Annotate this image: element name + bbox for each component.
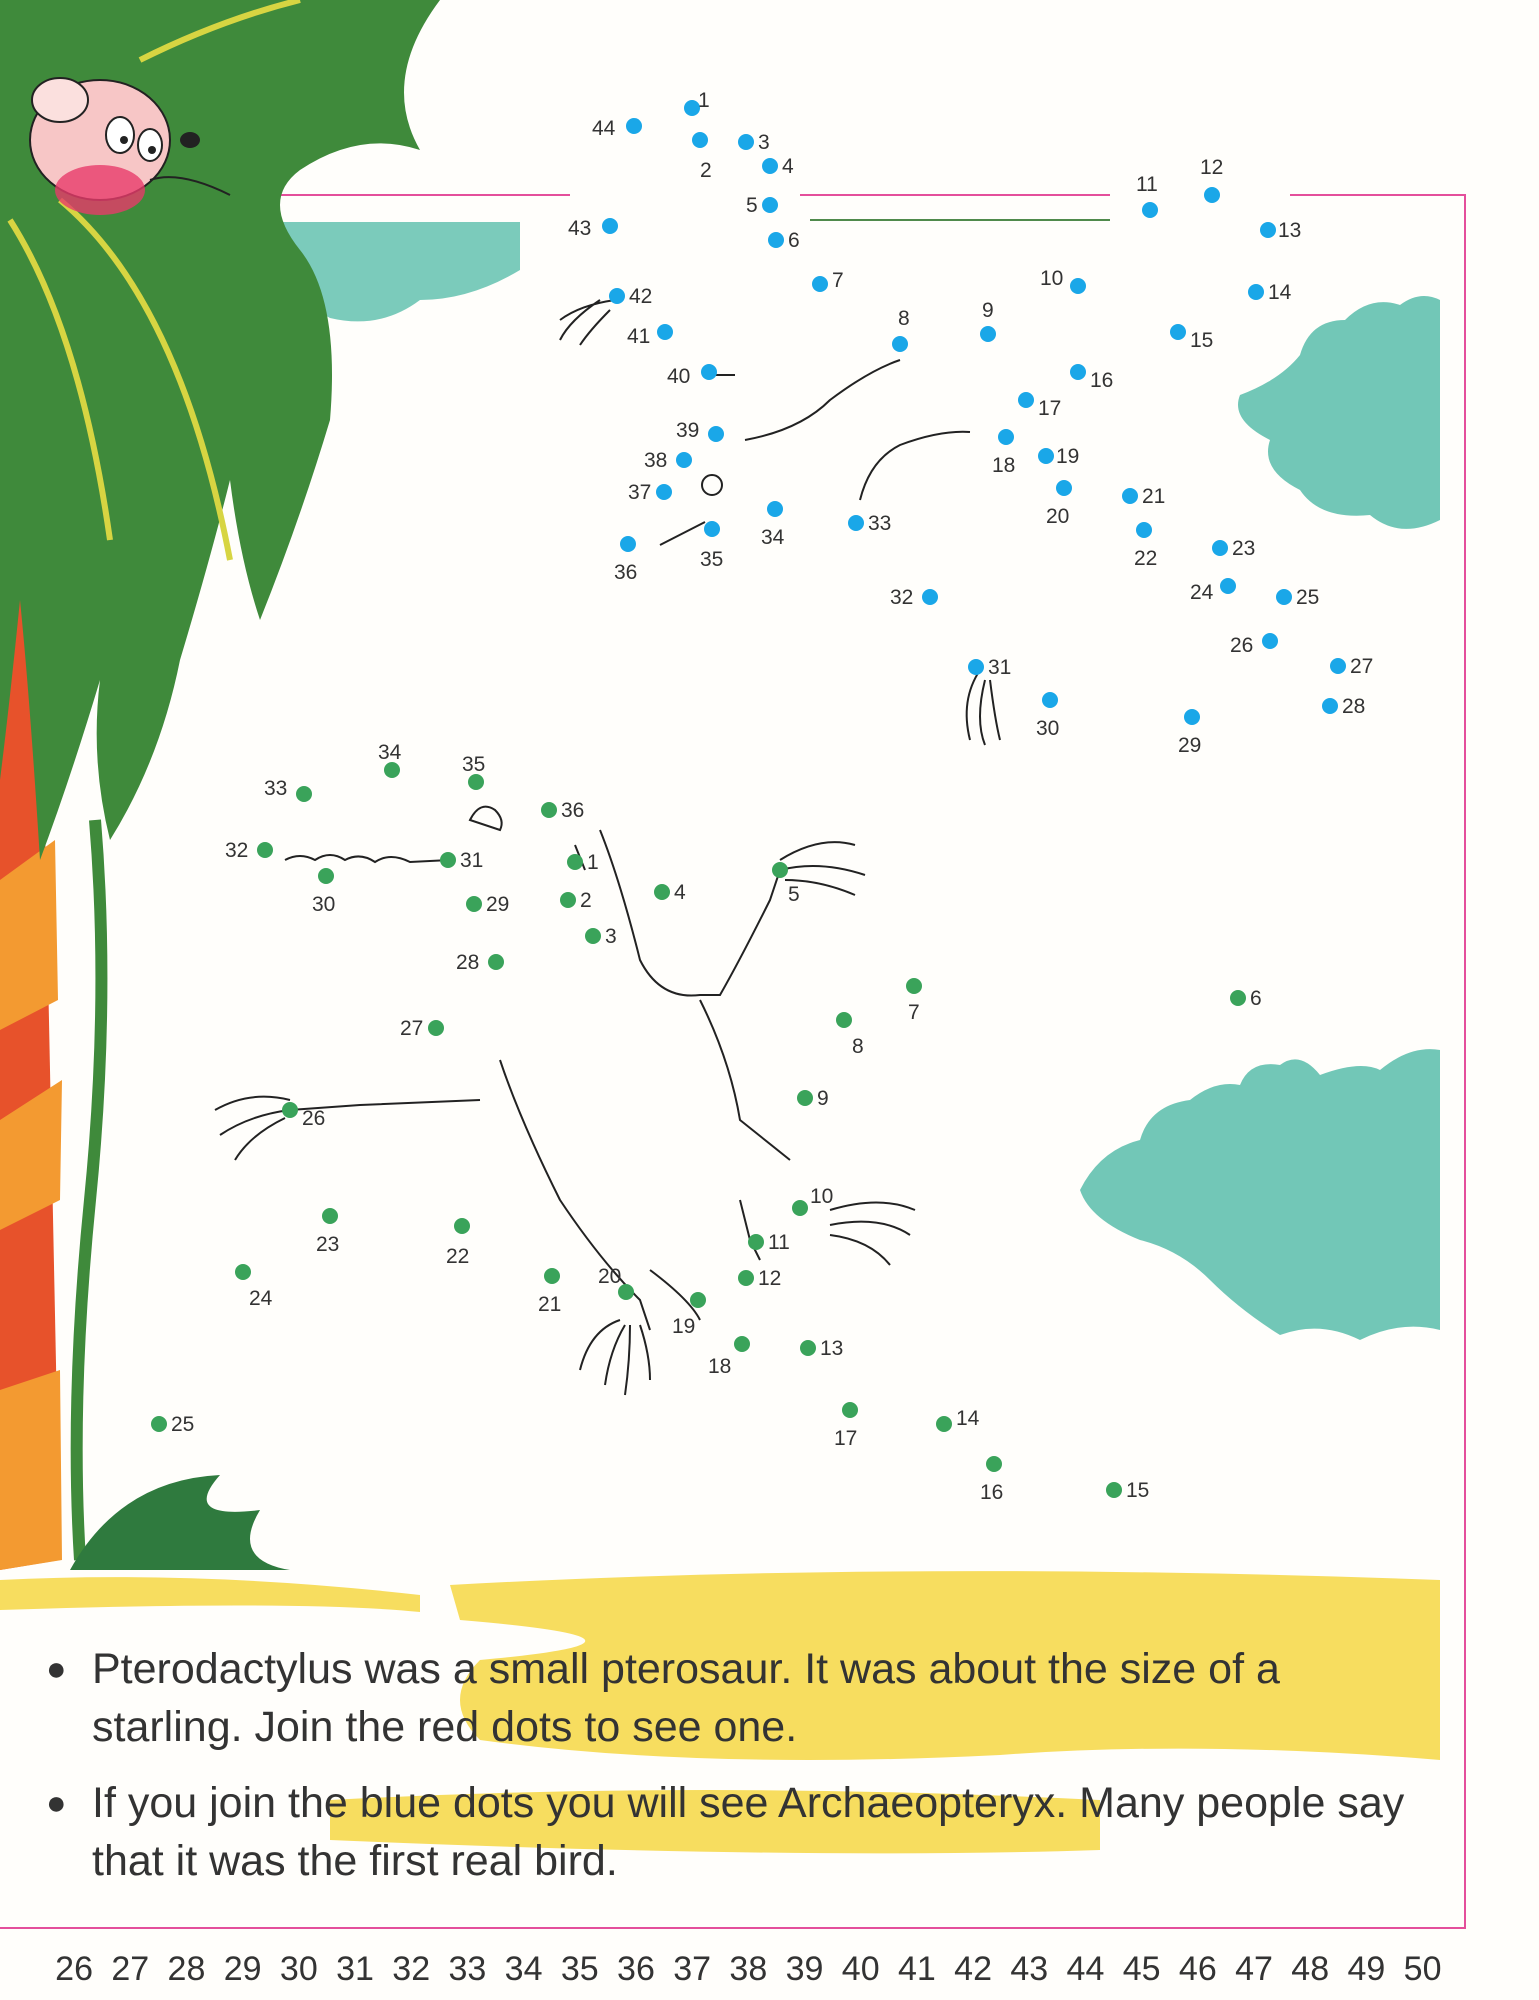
number-line-value: 30	[279, 1950, 318, 1988]
number-line-value: 46	[1178, 1950, 1217, 1988]
blue-dot-label-36: 36	[614, 561, 638, 584]
blue-dot-label-26: 26	[1230, 634, 1254, 657]
blue-dot-33	[848, 515, 864, 531]
number-line-value: 41	[897, 1950, 936, 1988]
green-dot-1	[567, 854, 583, 870]
blue-dot-label-13: 13	[1278, 219, 1302, 242]
number-line-value: 43	[1010, 1950, 1049, 1988]
green-dot-label-7: 7	[908, 1001, 920, 1024]
blue-dot-25	[1276, 589, 1292, 605]
green-dot-label-10: 10	[810, 1185, 834, 1208]
blue-dot-label-41: 41	[627, 325, 651, 348]
green-dot-28	[488, 954, 504, 970]
pterodactylus-foot	[580, 1320, 650, 1395]
blue-dot-16	[1070, 364, 1086, 380]
number-line-value: 47	[1235, 1950, 1273, 1988]
blue-dot-41	[657, 324, 673, 340]
green-dot-10	[792, 1200, 808, 1216]
green-dot-12	[738, 1270, 754, 1286]
green-dot-3	[585, 928, 601, 944]
green-dot-label-3: 3	[605, 925, 617, 948]
number-line-value: 44	[1066, 1950, 1105, 1988]
green-dot-label-31: 31	[460, 849, 484, 872]
palm-stem	[77, 820, 102, 1560]
number-line-value: 32	[392, 1950, 431, 1988]
blue-dot-label-42: 42	[629, 285, 653, 308]
green-dot-label-33: 33	[264, 777, 288, 800]
number-line-value: 38	[729, 1950, 768, 1988]
blue-dot-30	[1042, 692, 1058, 708]
blue-dot-label-5: 5	[746, 194, 758, 217]
bullet-icon: ●	[46, 1784, 67, 1822]
green-dot-label-34: 34	[378, 741, 402, 764]
blue-dot-22	[1136, 522, 1152, 538]
blue-dot-38	[676, 452, 692, 468]
blue-dot-label-3: 3	[758, 131, 770, 154]
blue-dot-label-32: 32	[890, 586, 914, 609]
green-dot-label-13: 13	[820, 1337, 844, 1360]
archaeopteryx-outline	[660, 360, 970, 545]
blue-dot-label-29: 29	[1178, 734, 1202, 757]
number-line-value: 33	[448, 1950, 487, 1988]
green-dot-27	[428, 1020, 444, 1036]
green-dot-label-27: 27	[400, 1017, 424, 1040]
green-dot-24	[235, 1264, 251, 1280]
green-dot-label-24: 24	[249, 1287, 273, 1310]
green-dot-25	[151, 1416, 167, 1432]
green-dot-5	[772, 862, 788, 878]
green-dot-label-35: 35	[462, 753, 486, 776]
blue-dot-23	[1212, 540, 1228, 556]
green-dot-9	[797, 1090, 813, 1106]
blue-dot-label-43: 43	[568, 217, 592, 240]
blue-dot-8	[892, 336, 908, 352]
cloud-right-top	[1238, 296, 1440, 529]
green-dot-16	[986, 1456, 1002, 1472]
blue-dot-label-4: 4	[782, 155, 794, 178]
green-dot-label-28: 28	[456, 951, 480, 974]
blue-dot-label-1: 1	[698, 89, 710, 112]
blue-dot-3	[738, 134, 754, 150]
green-dot-label-36: 36	[561, 799, 585, 822]
green-dot-label-32: 32	[225, 839, 249, 862]
green-dot-label-8: 8	[852, 1035, 864, 1058]
blue-dot-label-17: 17	[1038, 397, 1062, 420]
blue-dot-17	[1018, 392, 1034, 408]
blue-dot-40	[701, 364, 717, 380]
number-line-value: 49	[1347, 1950, 1386, 1988]
number-line-value: 50	[1403, 1950, 1442, 1988]
green-dot-34	[384, 762, 400, 778]
bullet-icon: ●	[46, 1650, 67, 1688]
green-dot-22	[454, 1218, 470, 1234]
blue-dot-label-39: 39	[676, 419, 700, 442]
green-dot-label-1: 1	[587, 851, 599, 874]
number-line-value: 29	[223, 1950, 262, 1988]
number-line-value: 26	[55, 1950, 93, 1988]
green-dot-14	[936, 1416, 952, 1432]
green-dot-label-2: 2	[580, 889, 592, 912]
green-dots-group	[151, 741, 1262, 1504]
blue-dot-label-23: 23	[1232, 537, 1256, 560]
pterodactylus-jaw	[285, 855, 450, 862]
blue-dot-5	[762, 197, 778, 213]
green-dot-label-26: 26	[302, 1107, 326, 1130]
number-line-value: 31	[336, 1950, 374, 1988]
blue-dot-label-31: 31	[988, 656, 1012, 679]
bush	[70, 1475, 290, 1570]
blue-dot-label-2: 2	[700, 159, 712, 182]
blue-dot-label-16: 16	[1090, 369, 1114, 392]
green-dot-15	[1106, 1482, 1122, 1498]
pterodactylus-head	[470, 807, 502, 830]
cloud-right-bottom	[1080, 1049, 1440, 1340]
blue-dot-29	[1184, 709, 1200, 725]
number-line-value: 28	[167, 1950, 206, 1988]
number-line-value: 39	[785, 1950, 824, 1988]
blue-dot-43	[602, 218, 618, 234]
instructions	[40, 1640, 1420, 1908]
blue-dot-label-18: 18	[992, 454, 1016, 477]
green-dot-7	[906, 978, 922, 994]
blue-dot-4	[762, 158, 778, 174]
blue-dot-label-8: 8	[898, 307, 910, 330]
green-dot-35	[468, 774, 484, 790]
blue-dot-26	[1262, 633, 1278, 649]
green-dot-label-4: 4	[674, 881, 686, 904]
blue-dot-19	[1038, 448, 1054, 464]
green-dot-11	[748, 1234, 764, 1250]
green-dot-19	[690, 1292, 706, 1308]
blue-dot-24	[1220, 578, 1236, 594]
blue-dot-20	[1056, 480, 1072, 496]
blue-dot-label-21: 21	[1142, 485, 1166, 508]
green-dot-label-11: 11	[768, 1231, 790, 1254]
green-dot-label-25: 25	[171, 1413, 195, 1436]
blue-dot-18	[998, 429, 1014, 445]
green-dot-13	[800, 1340, 816, 1356]
green-dot-label-16: 16	[980, 1481, 1004, 1504]
blue-dot-42	[609, 288, 625, 304]
blue-dot-label-12: 12	[1200, 156, 1224, 179]
blue-dot-27	[1330, 658, 1346, 674]
blue-dot-28	[1322, 698, 1338, 714]
number-line-value: 42	[954, 1950, 992, 1988]
number-line-value: 34	[504, 1950, 543, 1988]
blue-dot-label-35: 35	[700, 548, 724, 571]
green-dot-17	[842, 1402, 858, 1418]
blue-dot-label-44: 44	[592, 117, 616, 140]
green-dot-33	[296, 786, 312, 802]
blue-dot-35	[704, 521, 720, 537]
blue-dot-44	[626, 118, 642, 134]
number-line-value: 40	[841, 1950, 880, 1988]
green-dot-label-23: 23	[316, 1233, 340, 1256]
blue-dot-label-20: 20	[1046, 505, 1070, 528]
note-pterodactylus	[40, 1640, 1420, 1756]
note-text: Pterodactylus was a small pterosaur. It was about the size of a starling. Join the red dots to see one.	[92, 1645, 1280, 1751]
green-dot-26	[282, 1102, 298, 1118]
note-archaeopteryx	[40, 1774, 1420, 1890]
green-dot-32	[257, 842, 273, 858]
blue-dot-34	[767, 501, 783, 517]
green-dot-label-22: 22	[446, 1245, 470, 1268]
blue-dot-label-40: 40	[667, 365, 691, 388]
archaeopteryx-foot	[967, 670, 1000, 745]
blue-dot-31	[968, 659, 984, 675]
blue-dot-label-11: 11	[1136, 173, 1158, 196]
green-dot-label-21: 21	[538, 1293, 562, 1316]
blue-dot-label-30: 30	[1036, 717, 1060, 740]
green-dot-label-15: 15	[1126, 1479, 1150, 1502]
number-line	[46, 1950, 1451, 1989]
blue-dot-7	[812, 276, 828, 292]
pterodactylus-outline	[290, 830, 790, 1330]
green-dot-2	[560, 892, 576, 908]
number-line-value: 45	[1122, 1950, 1161, 1988]
green-dot-label-18: 18	[708, 1355, 732, 1378]
number-line-value: 27	[111, 1950, 150, 1988]
green-dot-30	[318, 868, 334, 884]
blue-dot-36	[620, 536, 636, 552]
blue-dot-15	[1170, 324, 1186, 340]
blue-dot-11	[1142, 202, 1158, 218]
green-dot-label-19: 19	[672, 1315, 696, 1338]
green-dot-label-29: 29	[486, 893, 510, 916]
blue-dot-6	[768, 232, 784, 248]
blue-dot-label-25: 25	[1296, 586, 1320, 609]
blue-dot-12	[1204, 187, 1220, 203]
green-dot-6	[1230, 990, 1246, 1006]
blue-dot-label-38: 38	[644, 449, 668, 472]
green-dot-label-20: 20	[598, 1265, 622, 1288]
green-dot-label-12: 12	[758, 1267, 782, 1290]
blue-dot-21	[1122, 488, 1138, 504]
blue-dot-label-33: 33	[868, 512, 892, 535]
blue-dot-32	[922, 589, 938, 605]
blue-dot-label-28: 28	[1342, 695, 1366, 718]
blue-dot-9	[980, 326, 996, 342]
green-dot-21	[544, 1268, 560, 1284]
green-dot-8	[836, 1012, 852, 1028]
blue-dot-label-19: 19	[1056, 445, 1080, 468]
blue-dot-label-37: 37	[628, 481, 652, 504]
green-dot-31	[440, 852, 456, 868]
blue-dot-39	[708, 426, 724, 442]
blue-dot-label-14: 14	[1268, 281, 1292, 304]
blue-dot-label-27: 27	[1350, 655, 1374, 678]
green-dot-4	[654, 884, 670, 900]
archaeopteryx-eye	[702, 475, 722, 495]
blue-dot-label-34: 34	[761, 526, 785, 549]
number-line-value: 48	[1291, 1950, 1330, 1988]
green-dot-36	[541, 802, 557, 818]
blue-dot-label-6: 6	[788, 229, 800, 252]
number-line-value: 37	[673, 1950, 712, 1988]
blue-dot-13	[1260, 222, 1276, 238]
blue-dot-label-24: 24	[1190, 581, 1214, 604]
blue-dot-37	[656, 484, 672, 500]
green-dot-label-9: 9	[817, 1087, 829, 1110]
blue-dot-label-10: 10	[1040, 267, 1064, 290]
blue-dot-label-15: 15	[1190, 329, 1214, 352]
blue-dot-14	[1248, 284, 1264, 300]
blue-dot-label-7: 7	[832, 269, 844, 292]
number-line-value: 35	[560, 1950, 599, 1988]
blue-dot-10	[1070, 278, 1086, 294]
green-dot-23	[322, 1208, 338, 1224]
green-dot-label-6: 6	[1250, 987, 1262, 1010]
note-text: If you join the blue dots you will see Archaeopteryx. Many people say that it was the first real bird.	[92, 1779, 1405, 1885]
green-dot-18	[734, 1336, 750, 1352]
archaeopteryx-claw	[560, 300, 615, 345]
green-dot-29	[466, 896, 482, 912]
green-dot-label-30: 30	[312, 893, 336, 916]
green-dot-label-14: 14	[956, 1407, 980, 1430]
number-line-value: 36	[617, 1950, 655, 1988]
green-dot-label-5: 5	[788, 883, 800, 906]
blue-dot-label-9: 9	[982, 299, 994, 322]
blue-dot-label-22: 22	[1134, 547, 1158, 570]
green-dot-label-17: 17	[834, 1427, 858, 1450]
blue-dot-2	[692, 132, 708, 148]
pterodactylus-claw-left	[215, 1097, 290, 1160]
